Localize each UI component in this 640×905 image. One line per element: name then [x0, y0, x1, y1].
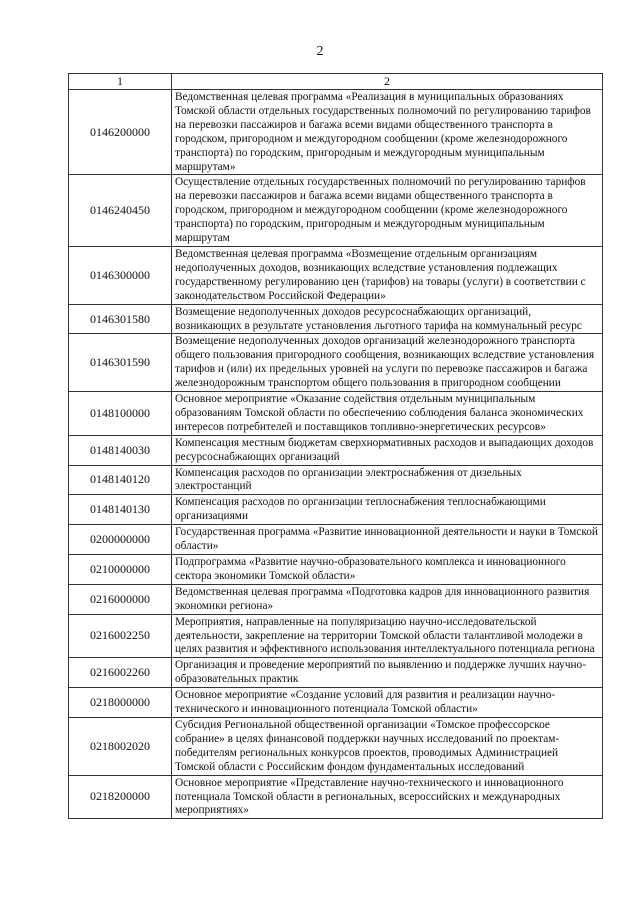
row-code: 0148140120	[69, 465, 172, 495]
table-row	[69, 304, 603, 334]
table-row	[69, 175, 603, 247]
row-code: 0148140030	[69, 435, 172, 465]
row-description: Осуществление отдельных государственных полномочий по регулированию тарифов на перевозки пассажиров и багажа всеми видами общественного транспорта в городском, пригородном и междугородном сообщении (кроме железнодорожного транспорта) по городским, пригородным и междугородным муниципальным маршрутам	[172, 175, 603, 247]
row-description: Основное мероприятие «Представление научно-технического и инновационного потенциала Томской области в региональных, всероссийских и международных мероприятиях»	[172, 775, 603, 819]
row-code: 0218000000	[69, 688, 172, 718]
row-code: 0216002260	[69, 658, 172, 688]
row-description: Ведомственная целевая программа «Подготовка кадров для инновационного развития экономики региона»	[172, 584, 603, 614]
row-description: Основное мероприятие «Оказание содействия отдельным муниципальным образованиям Томской области по обеспечению соблюдения баланса экономических интересов потребителей и поставщиков топливно-энергетических ресурсов»	[172, 392, 603, 436]
table-row	[69, 495, 603, 525]
table-row	[69, 658, 603, 688]
row-code: 0216002250	[69, 614, 172, 658]
row-description: Компенсация местным бюджетам сверхнормативных расходов и выпадающих доходов ресурсоснабжающих организаций	[172, 435, 603, 465]
table-row	[69, 688, 603, 718]
row-description: Мероприятия, направленные на популяризацию научно-исследовательской деятельности, закрепление на территории Томской области талантливой молодежи в целях развития и эффективного использования интеллектуального потенциала региона	[172, 614, 603, 658]
table-row	[69, 775, 603, 819]
table-header-row	[69, 74, 603, 90]
row-code: 0216000000	[69, 584, 172, 614]
row-code: 0218002020	[69, 717, 172, 775]
row-code: 0210000000	[69, 555, 172, 585]
row-description: Компенсация расходов по организации теплоснабжения теплоснабжающими организациями	[172, 495, 603, 525]
row-description: Государственная программа «Развитие инновационной деятельности и науки в Томской области»	[172, 525, 603, 555]
row-description: Ведомственная целевая программа «Возмещение отдельным организациям недополученных доходов, возникающих вследствие установления подлежащих государственному регулированию цен (тарифов) на товары (услуги) в соответствии с законодательством Российской Федерации»	[172, 246, 603, 304]
budget-codes-table	[68, 73, 603, 819]
row-description: Возмещение недополученных доходов ресурсоснабжающих организаций, возникающих в результате установления льготного тарифа на коммунальный ресурс	[172, 304, 603, 334]
column-header-code: 1	[69, 74, 172, 90]
table-row	[69, 555, 603, 585]
row-code: 0148100000	[69, 392, 172, 436]
page-number: 2	[316, 44, 324, 59]
row-description: Подпрограмма «Развитие научно-образовательного комплекса и инновационного сектора экономики Томской области»	[172, 555, 603, 585]
row-code: 0146200000	[69, 90, 172, 175]
row-description: Субсидия Региональной общественной организации «Томское профессорское собрание» в целях финансовой поддержки научных исследований по проектам-победителям региональных конкурсов проектов, проводимых Администрацией Томской области с Российским фондом фундаментальных исследований	[172, 717, 603, 775]
table-row	[69, 584, 603, 614]
table-row	[69, 525, 603, 555]
row-code: 0218200000	[69, 775, 172, 819]
table-row	[69, 334, 603, 392]
row-description: Ведомственная целевая программа «Реализация в муниципальных образованиях Томской области отдельных государственных полномочий по регулированию тарифов на перевозки пассажиров и багажа всеми видами общественного транспорта в городском, пригородном и междугородном сообщении (кроме железнодорожного транспорта) по городским, пригородным и междугородным муниципальным маршрутам»	[172, 90, 603, 175]
table-row	[69, 392, 603, 436]
row-description: Компенсация расходов по организации электроснабжения от дизельных электростанций	[172, 465, 603, 495]
row-description: Организация и проведение мероприятий по выявлению и поддержке лучших научно-образовательных практик	[172, 658, 603, 688]
table-row	[69, 246, 603, 304]
table-row	[69, 435, 603, 465]
table-row	[69, 717, 603, 775]
row-code: 0146301580	[69, 304, 172, 334]
column-header-description: 2	[172, 74, 603, 90]
table-row	[69, 465, 603, 495]
row-code: 0146301590	[69, 334, 172, 392]
table-row	[69, 90, 603, 175]
row-code: 0146300000	[69, 246, 172, 304]
row-code: 0200000000	[69, 525, 172, 555]
row-code: 0146240450	[69, 175, 172, 247]
row-code: 0148140130	[69, 495, 172, 525]
row-description: Основное мероприятие «Создание условий для развития и реализации научно-технического и инновационного потенциала Томской области»	[172, 688, 603, 718]
row-description: Возмещение недополученных доходов организаций железнодорожного транспорта общего пользования пригородного сообщения, возникающих вследствие установления тарифов и (или) их предельных уровней на услуги по перевозке пассажиров и багажа железнодорожным транспортом общего пользования в пригородном сообщении	[172, 334, 603, 392]
table-row	[69, 614, 603, 658]
